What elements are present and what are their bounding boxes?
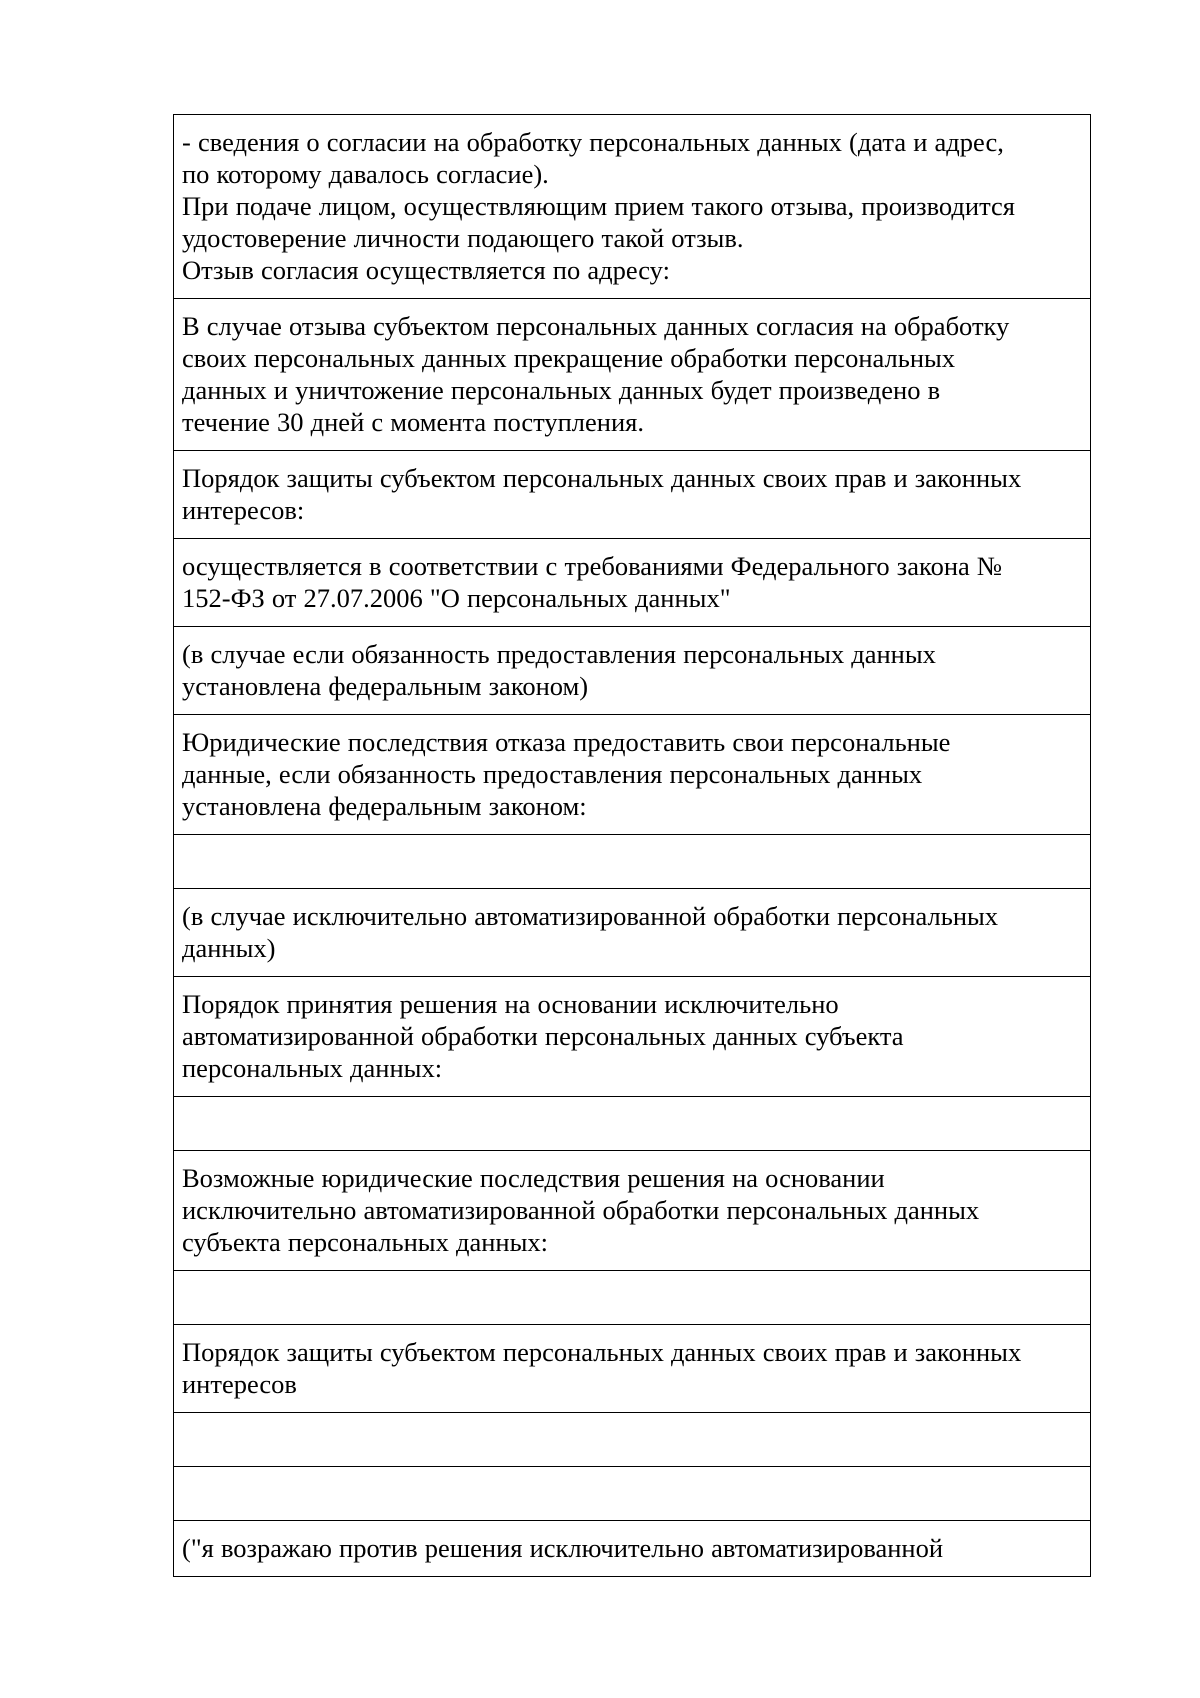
- table-row: [174, 1325, 1091, 1413]
- text-line: Юридические последствия отказа предоставить свои персональные: [182, 727, 951, 757]
- table-row: [174, 299, 1091, 451]
- table-row: [174, 539, 1091, 627]
- text-line: установлена федеральным законом:: [182, 791, 587, 821]
- text-line: Порядок защиты субъектом персональных данных своих прав и законных: [182, 1337, 1022, 1367]
- text-cell: [174, 889, 1091, 977]
- text-line: автоматизированной обработки персональных данных субъекта: [182, 1021, 904, 1051]
- text-cell: [174, 299, 1091, 451]
- text-line: - сведения о согласии на обработку персональных данных (дата и адрес,: [182, 127, 1004, 157]
- consent-form-table: [173, 114, 1091, 1577]
- empty-field-cell[interactable]: [174, 1467, 1091, 1521]
- text-line: интересов:: [182, 495, 305, 525]
- text-line: течение 30 дней с момента поступления.: [182, 407, 644, 437]
- text-line: Порядок защиты субъектом персональных данных своих прав и законных: [182, 463, 1022, 493]
- table-row: [174, 835, 1091, 889]
- table-row: [174, 1271, 1091, 1325]
- text-line: При подаче лицом, осуществляющим прием такого отзыва, производится: [182, 191, 1015, 221]
- table-row: [174, 1521, 1091, 1577]
- text-line: Порядок принятия решения на основании исключительно: [182, 989, 839, 1019]
- text-line: 152-ФЗ от 27.07.2006 "О персональных данных": [182, 583, 731, 613]
- table-row: [174, 1413, 1091, 1467]
- text-line: персональных данных:: [182, 1053, 443, 1083]
- text-line: своих персональных данных прекращение обработки персональных: [182, 343, 956, 373]
- text-cell: [174, 115, 1091, 299]
- text-cell: [174, 1521, 1091, 1577]
- text-line: установлена федеральным законом): [182, 671, 589, 701]
- table-row: [174, 1097, 1091, 1151]
- text-line: Отзыв согласия осуществляется по адресу:: [182, 255, 670, 285]
- table-row: [174, 715, 1091, 835]
- text-line: данных и уничтожение персональных данных будет произведено в: [182, 375, 941, 405]
- text-cell: [174, 1325, 1091, 1413]
- table-row: [174, 451, 1091, 539]
- text-line: субъекта персональных данных:: [182, 1227, 548, 1257]
- empty-field-cell[interactable]: [174, 835, 1091, 889]
- text-line: ("я возражаю против решения исключительно автоматизированной: [182, 1533, 944, 1563]
- text-cell: [174, 539, 1091, 627]
- table-row: [174, 889, 1091, 977]
- text-line: данные, если обязанность предоставления персональных данных: [182, 759, 923, 789]
- text-cell: [174, 451, 1091, 539]
- empty-field-cell[interactable]: [174, 1413, 1091, 1467]
- text-cell: [174, 627, 1091, 715]
- table-row: [174, 977, 1091, 1097]
- text-line: (в случае исключительно автоматизированной обработки персональных: [182, 901, 999, 931]
- text-line: (в случае если обязанность предоставления персональных данных: [182, 639, 936, 669]
- text-line: по которому давалось согласие).: [182, 159, 549, 189]
- empty-field-cell[interactable]: [174, 1097, 1091, 1151]
- text-line: исключительно автоматизированной обработки персональных данных: [182, 1195, 980, 1225]
- text-line: осуществляется в соответствии с требованиями Федерального закона №: [182, 551, 1003, 581]
- text-line: данных): [182, 933, 276, 963]
- table-row: [174, 627, 1091, 715]
- text-line: удостоверение личности подающего такой отзыв.: [182, 223, 744, 253]
- text-cell: [174, 715, 1091, 835]
- text-line: В случае отзыва субъектом персональных данных согласия на обработку: [182, 311, 1010, 341]
- text-line: интересов: [182, 1369, 297, 1399]
- table-row: [174, 115, 1091, 299]
- consent-form-table-body: [174, 115, 1091, 1577]
- empty-field-cell[interactable]: [174, 1271, 1091, 1325]
- table-row: [174, 1467, 1091, 1521]
- text-cell: [174, 977, 1091, 1097]
- text-cell: [174, 1151, 1091, 1271]
- text-line: Возможные юридические последствия решения на основании: [182, 1163, 885, 1193]
- table-row: [174, 1151, 1091, 1271]
